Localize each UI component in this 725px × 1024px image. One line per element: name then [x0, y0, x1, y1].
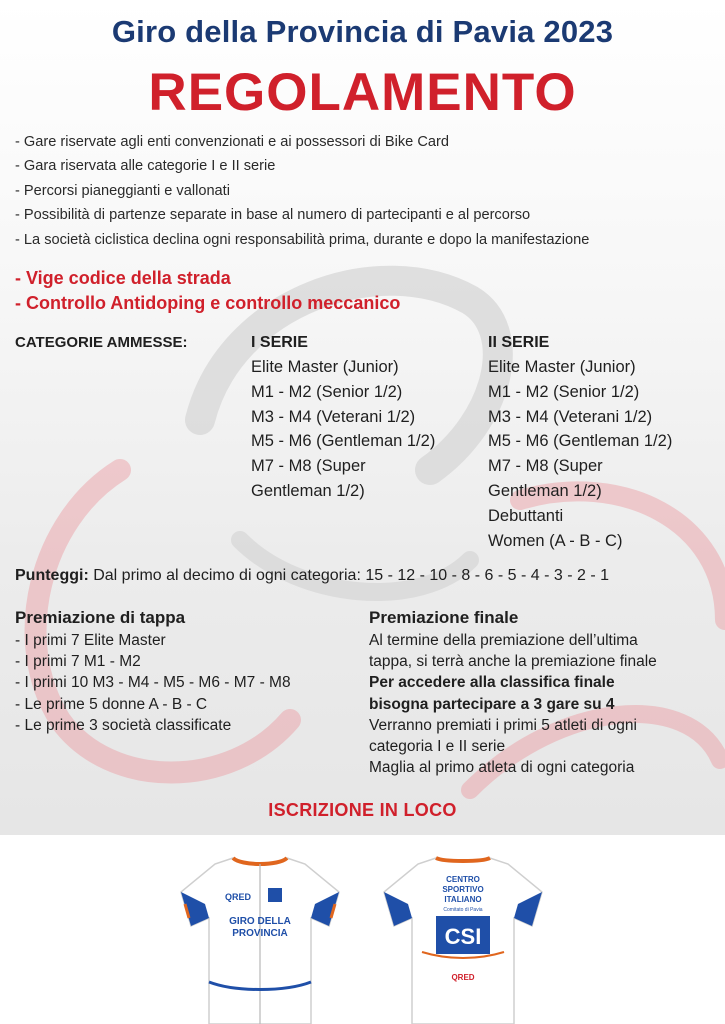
category-item: M5 - M6 (Gentleman 1/2): [488, 432, 673, 451]
page-subtitle: REGOLAMENTO: [148, 63, 577, 122]
rule-item: - Possibilità di partenze separate in base al numero di partecipanti e al percorso: [15, 207, 531, 224]
category-column-serie-1: [251, 331, 481, 504]
final-award-text: Maglia al primo atleta di ogni categoria: [369, 759, 635, 777]
category-item: M3 - M4 (Veterani 1/2): [251, 407, 416, 426]
jersey-back-image: [378, 852, 548, 1024]
category-item: Debuttanti: [488, 506, 564, 525]
category-item: Gentleman 1/2): [251, 481, 365, 500]
stage-award-item: - I primi 10 M3 - M4 - M5 - M6 - M7 - M8: [15, 674, 291, 692]
final-award-requirement: bisogna partecipare a 3 gare su 4: [369, 695, 615, 713]
stage-award-section: [15, 605, 291, 736]
csi-logo-text-line4: Comitato di Pavia: [443, 907, 483, 913]
jersey-band: [0, 835, 725, 1024]
category-item: M7 - M8 (Super: [488, 457, 603, 476]
rule-item: - Gara riservata alle categorie I e II serie: [15, 158, 276, 175]
csi-logo-text-line3: ITALIANO: [444, 895, 482, 904]
category-column-serie-2: [488, 331, 718, 553]
jersey-sponsor-text: QRED: [225, 892, 252, 902]
csi-logo-text-line2: SPORTIVO: [442, 885, 484, 894]
csi-logo-mark: CSI: [444, 924, 482, 949]
highlighted-rule-item: - Vige codice della strada: [15, 268, 231, 288]
stage-award-item: - I primi 7 Elite Master: [15, 632, 166, 649]
jersey-front-text-line1: GIRO DELLA: [229, 916, 291, 927]
final-award-requirement: Per accedere alla classifica finale: [369, 674, 615, 692]
page-title: Giro della Provincia di Pavia 2023: [111, 14, 614, 49]
rule-item: - Gare riservate agli enti convenzionati e ai possessori di Bike Card: [15, 134, 449, 150]
final-award-section: [369, 605, 657, 778]
final-award-text: Al termine della premiazione dell’ultima: [369, 632, 638, 649]
jersey-front-text-line2: PROVINCIA: [232, 928, 288, 939]
final-award-text: categoria I e II serie: [369, 738, 506, 756]
category-item: Elite Master (Junior): [251, 358, 399, 376]
points-label: Punteggi:: [15, 567, 89, 584]
category-column-title: I SERIE: [251, 334, 308, 351]
category-item: M1 - M2 (Senior 1/2): [488, 382, 640, 401]
final-award-text: tappa, si terrà anche la premiazione finale: [369, 653, 657, 671]
category-item: M3 - M4 (Veterani 1/2): [488, 407, 653, 426]
category-item: Gentleman 1/2): [488, 481, 602, 500]
stage-award-item: - Le prime 5 donne A - B - C: [15, 695, 208, 713]
category-column-title: II SERIE: [488, 334, 550, 351]
jersey-front-image: [175, 852, 345, 1024]
points-text: Dal primo al decimo di ogni categoria: 15 - 12 - 10 - 8 - 6 - 5 - 4 - 3 - 2 - 1: [88, 567, 609, 584]
rule-item: - La società ciclistica declina ogni responsabilità prima, durante e dopo la manifestazione: [15, 231, 590, 248]
highlighted-rule-item: - Controllo Antidoping e controllo meccanico: [15, 293, 401, 313]
category-item: M5 - M6 (Gentleman 1/2): [251, 432, 436, 451]
rules-list: [15, 130, 589, 252]
final-award-title: Premiazione finale: [369, 608, 519, 627]
csi-logo-text-line1: CENTRO: [446, 875, 480, 884]
categories-label: CATEGORIE AMMESSE:: [15, 334, 188, 351]
stage-award-title: Premiazione di tappa: [15, 608, 186, 627]
stage-award-item: - I primi 7 M1 - M2: [15, 653, 141, 671]
highlighted-rules-list: [15, 266, 400, 316]
jersey-back-sponsor-text: QRED: [451, 973, 475, 982]
stage-award-item: - Le prime 3 società classificate: [15, 716, 232, 734]
rule-item: - Percorsi pianeggianti e vallonati: [15, 182, 230, 199]
category-item: M1 - M2 (Senior 1/2): [251, 382, 403, 401]
signup-banner: ISCRIZIONE IN LOCO: [268, 800, 457, 820]
category-item: M7 - M8 (Super: [251, 457, 366, 476]
category-item: Elite Master (Junior): [488, 358, 636, 376]
category-item: Women (A - B - C): [488, 531, 623, 550]
points-line: [15, 567, 609, 585]
final-award-text: Verranno premiati i primi 5 atleti di ogni: [369, 716, 637, 734]
